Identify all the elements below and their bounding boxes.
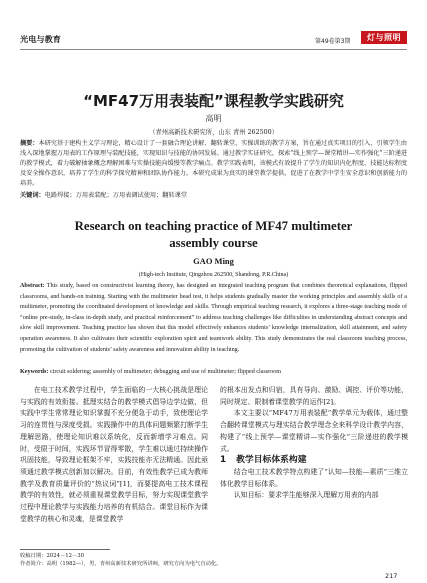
english-author: GAO Ming [193, 256, 234, 266]
journal-logo: 灯与照明 [361, 31, 407, 44]
body-paragraph: 在电工技术教学过程中，学生面临的一大核心挑战是理论与实践的有效衔接。抵理实结合的教学模式倡导边学边做，但实践中学生常常理论知识掌握不充分便急于动手，致使理论学习的连贯性与深度受损。实践操作中的具体问题频繁打断学生理解思路，使理论知识难以系统化，反而新增学习难点。同时，受限于时间，实践环节冒得零散，学生难以通过持续操作巩固技能，导致理论框架不牢，实践技能亦无法精通。因此亟须通过教学模式创新加以解决。目前，有效性教学已成为教师教学及教育质量评价的“热议词”[1]，而要提高电工技术课程教学的有效性，就必须重视课堂教学目标，努力实现课堂教学过程中理论教学与实践能力培养的有机结合。课堂目标作为课堂教学的核心和灵魂，是课堂教学 [20, 386, 208, 523]
body-left-column [20, 385, 208, 525]
chinese-affiliation: （青州高新技术研究所，山东 青州 262500） [149, 129, 278, 136]
section-heading [220, 455, 408, 467]
english-title-line1: Research on teaching practice of MF47 multimeter [74, 219, 353, 233]
footnotes [20, 552, 320, 568]
english-abstract [20, 281, 407, 355]
chinese-title: “MF47万用表装配”课程教学实践研究 [83, 92, 344, 110]
body-paragraph: 的根本出发点和归宿，具有导向、激励、调控、评价等功能，同时规定、限制着课堂教学的运作[2]。 [220, 386, 408, 406]
section-title: 教学目标体系构建 [236, 455, 307, 466]
body-paragraph: 认知目标：要求学生能够深入理解万用表的内部 [233, 491, 379, 500]
chinese-abstract-label: 摘要： [20, 140, 39, 147]
chinese-author: 高明 [205, 114, 222, 123]
english-abstract-label: Abstract: [20, 283, 45, 289]
journal-section-label: 光电与教育 [20, 34, 61, 44]
chinese-abstract-text: 本研究基于建构主义学习理论，精心设计了一套融合理论讲解、翻转课堂、实操训练的教学方案，旨在通过真实项目的引入，引领学生由浅入深地掌握万用表的工作原理与装配技能，实现知识与技能的协同发展。通过教学实证研究，探索“线上预学—课堂精讲—实作强化”三阶递进的教学模式，着力破解抽象概念理解困难与实操技能向缓慢等教学痛点。教学实践表明，该模式有效提升了学生的知识内化程度、技能达标程度及安全操作意识，培养了学生的科学探究精神和团队协作能力。本研究成果为真实的课堂教学提供，促进了在教学中学生安全意识和创新能力的培养。 [20, 140, 408, 187]
body-right-column [220, 385, 408, 502]
chinese-keywords-text: 电路焊接；万用表装配；万用表调试使用；翻转课堂 [44, 192, 188, 199]
english-title [0, 218, 427, 252]
english-keywords-label: Keywords: [20, 369, 49, 375]
page-number: 217 [385, 572, 398, 580]
english-abstract-text: This study, based on constructivist learning theory, has designed an integrated teaching program that combines theoretical explanations, flipped classrooms, and hands-on training. Starting with the multimeter head test, it helps students gradually master the working principles and assembly skills of a multimeter, promoting the coordinated development of knowledge and skills. Through empirical teaching research, it explores a three-stage teaching mode of “online pre-study, in-class in-depth study, and practical reinforcement” to address teaching challenges like difficulties in understanding abstract concepts and slow skill improvement. Teaching practice has shown that this model effectively enhances students’ knowledge internalization, skill attainment, and safety operation awareness. It also cultivates their scientific exploration spirit and teamwork ability. This study demonstrates the real classroom teaching process, promoting the cultivation of students’ safety awareness and innovation ability in teaching. [20, 283, 407, 353]
english-title-line2: assembly course [169, 236, 258, 250]
received-date: 收稿日期：2024－12－30 [20, 553, 85, 559]
english-keywords-text: circuit soldering; assembly of multimeter; debugging and use of multimeter; flipped classroom [49, 369, 281, 375]
english-affiliation: (High-tech Institute, Qingzhou 262500, Shandong, P.R.China) [138, 272, 289, 278]
chinese-keywords [20, 191, 407, 201]
body-paragraph: 本文主要以“MF47万用表装配”教学单元为载体，通过整合翻转课堂模式与理实结合教学理念全来科学设计教学内容，构建了“线上预学—课堂精讲—实作强化”三阶递进的教学模式。 [220, 409, 408, 453]
footnote-divider [20, 549, 110, 550]
author-bio: 作者简介：高明（1982—），男，青州高新技术研究所讲师，研究方向为电气自动化。 [20, 561, 222, 567]
body-paragraph: 结合电工技术教学特点构建了“认知—技能—素质”三维立体化教学目标体系。 [220, 467, 408, 488]
english-keywords [20, 367, 407, 377]
section-number: 1 [220, 455, 227, 466]
header-divider [20, 49, 407, 50]
chinese-keywords-label: 关键词： [20, 192, 45, 199]
chinese-abstract [20, 139, 407, 189]
issue-label: 第49卷第3期 [315, 38, 351, 45]
